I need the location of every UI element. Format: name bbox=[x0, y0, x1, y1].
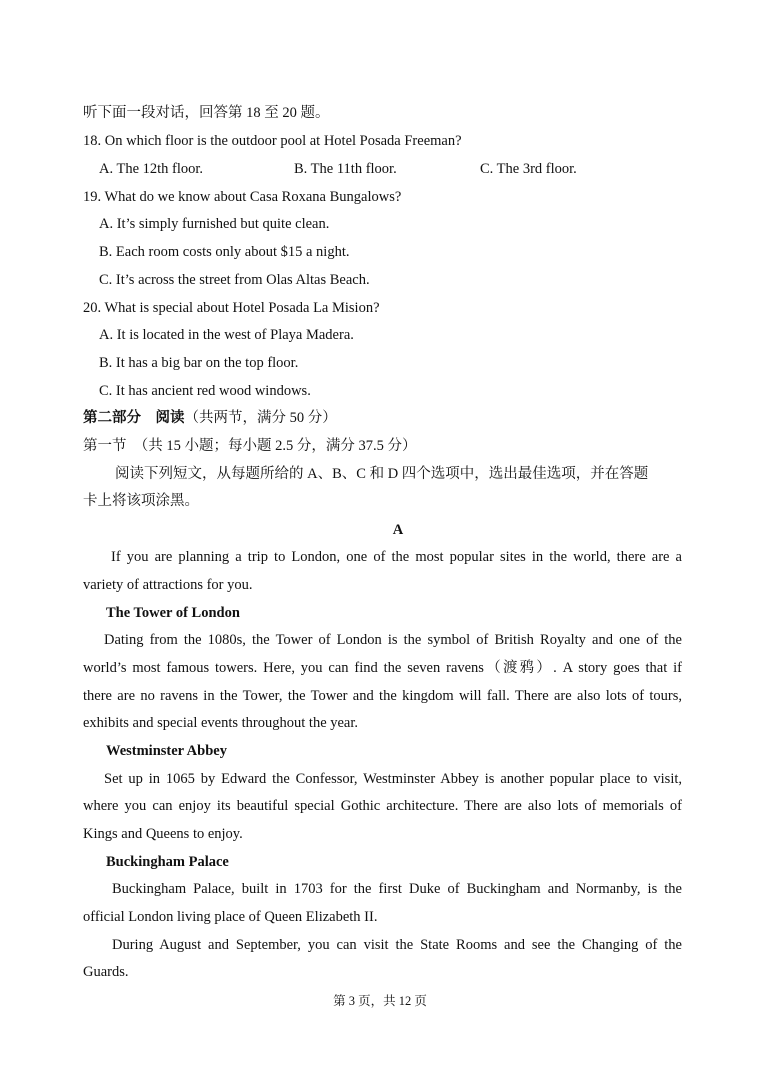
tower-heading: The Tower of London bbox=[106, 605, 240, 621]
tower-line-3: there are no ravens in the Tower, the Tower and the kingdom will fall. There are also lots of tours, bbox=[83, 688, 682, 704]
question-19-option-c: C. It’s across the street from Olas Altas Beach. bbox=[99, 272, 370, 288]
question-19-stem: 19. What do we know about Casa Roxana Bungalows? bbox=[83, 189, 402, 205]
instruction-line-2: 卡上将该项涂黑。 bbox=[83, 493, 199, 509]
listening-intro: 听下面一段对话，回答第 18 至 20 题。 bbox=[83, 105, 330, 121]
question-18-option-a: A. The 12th floor. bbox=[99, 161, 204, 177]
question-19-option-b: B. Each room costs only about $15 a night. bbox=[99, 244, 350, 260]
palace-line-1: Buckingham Palace, built in 1703 for the first Duke of Buckingham and Normanby, is the bbox=[112, 881, 682, 897]
reading-part-title-rest: （共两节，满分 50 分） bbox=[184, 410, 337, 426]
intro-line-2: variety of attractions for you. bbox=[83, 577, 253, 593]
intro-line-1: If you are planning a trip to London, one of the most popular sites in the world, there are a bbox=[111, 549, 682, 565]
palace-line-3: During August and September, you can visit the State Rooms and see the Changing of the bbox=[112, 937, 682, 953]
question-20-option-a: A. It is located in the west of Playa Madera. bbox=[99, 327, 354, 343]
abbey-line-2: where you can enjoy its beautiful special Gothic architecture. There are also lots of memorials of bbox=[83, 798, 682, 814]
question-19-option-a: A. It’s simply furnished but quite clean. bbox=[99, 216, 330, 232]
page-footer: 第 3 页，共 12 页 bbox=[333, 994, 427, 1008]
abbey-line-1: Set up in 1065 by Edward the Confessor, Westminster Abbey is another popular place to visit, bbox=[104, 771, 682, 787]
question-20-option-c: C. It has ancient red wood windows. bbox=[99, 383, 311, 399]
palace-line-4: Guards. bbox=[83, 964, 129, 980]
reading-part-title bbox=[83, 409, 337, 427]
tower-line-4: exhibits and special events throughout the year. bbox=[83, 715, 359, 731]
question-18-option-b: B. The 11th floor. bbox=[294, 161, 397, 177]
abbey-line-3: Kings and Queens to enjoy. bbox=[83, 826, 243, 842]
question-20-stem: 20. What is special about Hotel Posada La Mision? bbox=[83, 300, 380, 316]
instruction-line-1: 阅读下列短文，从每题所给的 A、B、C 和 D 四个选项中，选出最佳选项，并在答题 bbox=[115, 466, 649, 482]
palace-line-2: official London living place of Queen Elizabeth II. bbox=[83, 909, 378, 925]
question-18-stem: 18. On which floor is the outdoor pool at Hotel Posada Freeman? bbox=[83, 133, 462, 149]
question-18-option-c: C. The 3rd floor. bbox=[480, 161, 577, 177]
tower-line-1: Dating from the 1080s, the Tower of London is the symbol of British Royalty and one of the bbox=[104, 632, 682, 648]
reading-part-title-bold: 第二部分 阅读 bbox=[83, 410, 185, 426]
question-20-option-b: B. It has a big bar on the top floor. bbox=[99, 355, 299, 371]
section-title: 第一节 （共 15 小题；每小题 2.5 分，满分 37.5 分） bbox=[83, 438, 417, 454]
palace-heading: Buckingham Palace bbox=[106, 854, 229, 870]
abbey-heading: Westminster Abbey bbox=[106, 743, 227, 759]
tower-line-2: world’s most famous towers. Here, you can find the seven ravens（渡鸦）. A story goes that if bbox=[83, 660, 682, 676]
passage-label: A bbox=[392, 522, 404, 538]
